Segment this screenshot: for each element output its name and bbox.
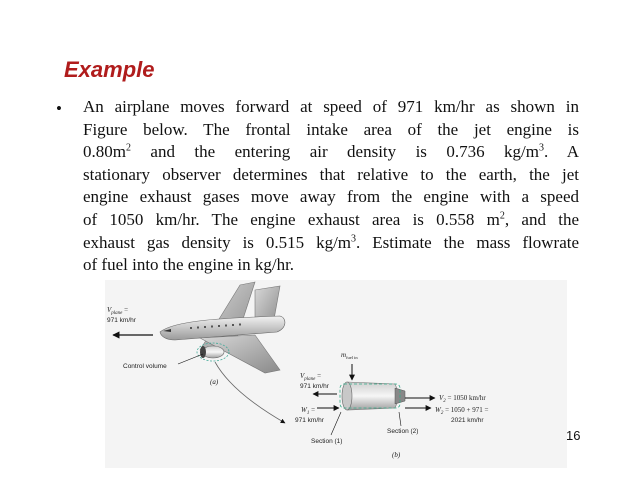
text-line: $0.80m^2$ and the entering air density is 0.736 $kg/m^3$. A — [83, 142, 579, 162]
panel-b-label: (b) — [392, 451, 401, 459]
panel-a-label: (a) — [210, 378, 219, 386]
slide-title: Example — [64, 57, 155, 82]
text-line: of 1050 km/hr. The engine exhaust area is 0.558 $m^2$, and the — [83, 209, 579, 229]
text-line: of fuel into the engine in kg/hr. — [83, 255, 295, 275]
plane-velocity-value: 971 km/hr — [107, 317, 136, 324]
page-number: 16 — [566, 428, 581, 443]
text-line: Figure below. The frontal intake area of the jet engine is — [83, 119, 579, 139]
jet-engine-illustration — [340, 382, 405, 410]
plane-velocity-label: $V_{plane}$ = — [107, 306, 129, 316]
text-line: stationary observer determines that relative to the earth, the jet — [83, 164, 579, 184]
text-line: An airplane moves forward at speed of 971 km/hr as shown in — [83, 97, 579, 116]
bullet-marker: • — [56, 99, 62, 118]
section1-label: Section (1) — [311, 438, 343, 445]
w2-label: $W_2 = 1050 + 971$ = — [435, 406, 489, 416]
w2-value: 2021 km/hr — [451, 417, 484, 424]
section2-label: Section (2) — [387, 428, 419, 435]
problem-statement — [83, 96, 579, 277]
w1-label: $W_1$ = — [301, 406, 316, 416]
fuel-in-label: $m_{fuel in}$ — [341, 351, 358, 360]
engine-plane-velocity-value: 971 km/hr — [300, 383, 329, 390]
text-line: exhaust gas density is 0.515 $kg/m^3$. Estimate the mass flowrate — [83, 232, 580, 252]
v2-label: $V_2 = 1050$ km/hr — [439, 394, 486, 404]
engine-plane-velocity-label: $V_{plane}$ = — [300, 372, 322, 382]
text-line: engine exhaust gases move away from the engine with a speed — [83, 187, 579, 207]
airplane-engine-figure — [105, 280, 567, 468]
control-volume-label: Control volume — [123, 363, 167, 370]
w1-value: 971 km/hr — [295, 417, 324, 424]
